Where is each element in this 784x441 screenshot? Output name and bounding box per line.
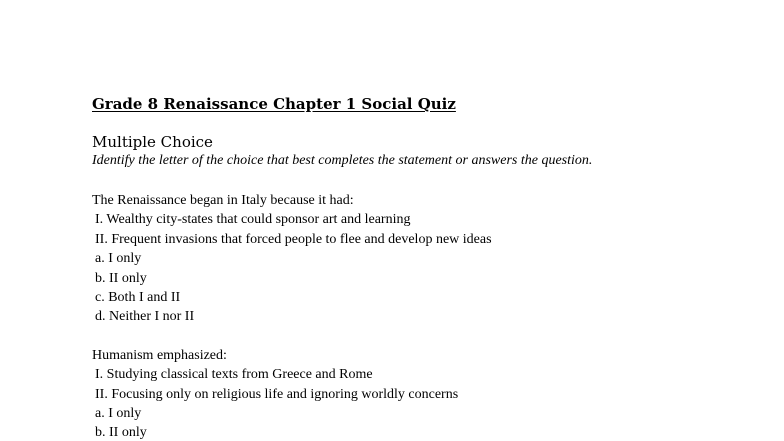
quiz-title: Grade 8 Renaissance Chapter 1 Social Quiz — [92, 95, 456, 113]
instructions-text: Identify the letter of the choice that best completes the statement or answers the question. — [92, 153, 593, 168]
statement-ii: II. Frequent invasions that forced people to flee and develop new ideas — [95, 231, 492, 247]
choice-b: b. II only — [95, 425, 147, 441]
question-stem: The Renaissance began in Italy because it had: — [92, 193, 354, 208]
question-2 — [92, 346, 772, 441]
choice-d: d. Neither I nor II — [95, 309, 195, 325]
question-stem: Humanism emphasized: — [92, 347, 227, 363]
statement-i: I. Wealthy city-states that could sponsor art and learning — [95, 212, 411, 228]
choice-c: c. Both I and II — [95, 289, 181, 305]
section-heading: Multiple Choice — [92, 133, 213, 151]
statement-i: I. Studying classical texts from Greece and Rome — [95, 367, 373, 383]
question-1 — [92, 191, 772, 327]
choice-a: a. I only — [95, 251, 142, 267]
choice-b: b. II only — [95, 270, 147, 286]
statement-ii: II. Focusing only on religious life and ignoring worldly concerns — [95, 386, 459, 402]
choice-a: a. I only — [95, 405, 142, 421]
quiz-content — [92, 94, 772, 441]
